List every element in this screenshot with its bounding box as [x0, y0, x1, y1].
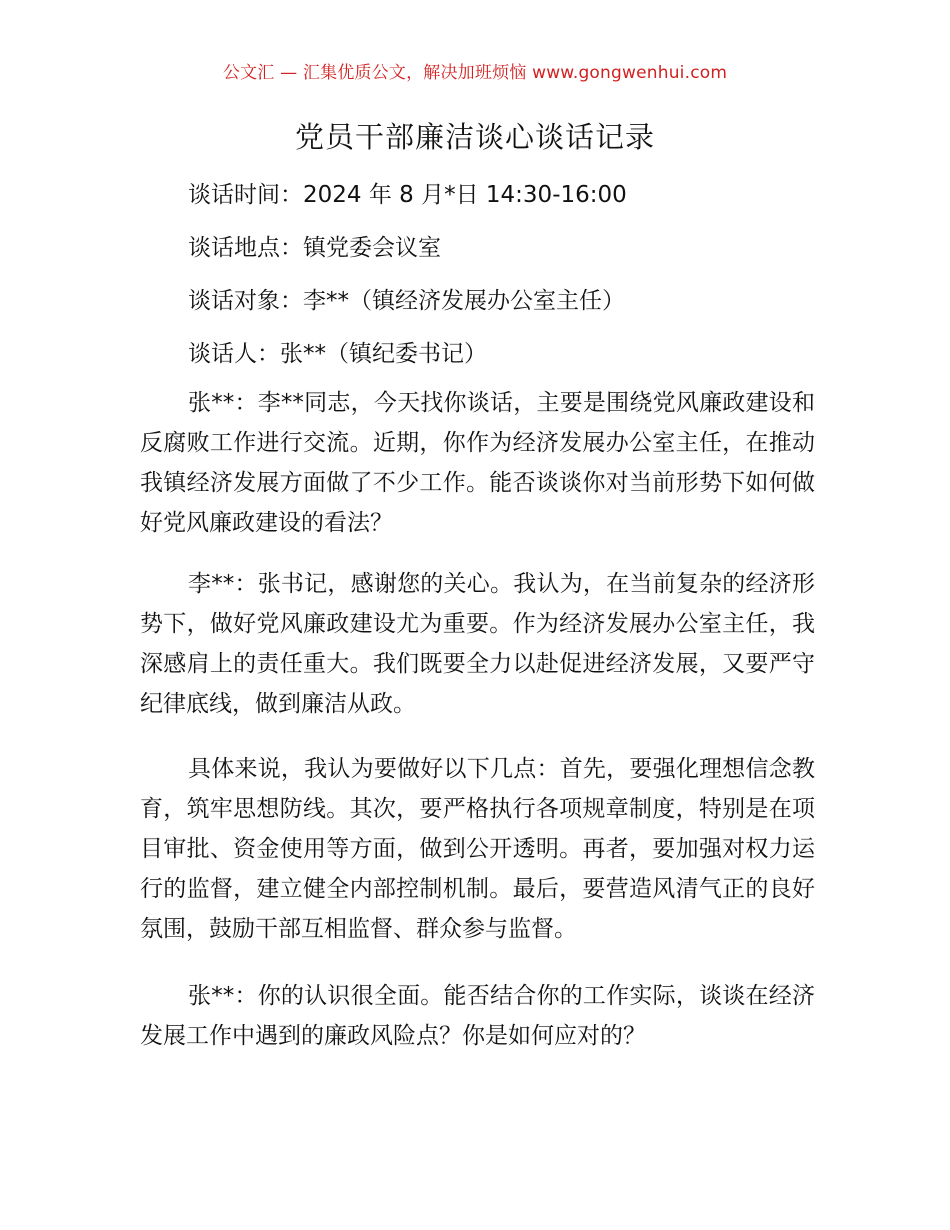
meeting-subject: 谈话对象：李**（镇经济发展办公室主任） [188, 288, 625, 314]
dialogue-paragraph-1: 张**：李**同志，今天找你谈话，主要是围绕党风廉政建设和反腐败工作进行交流。近期，你作为经济发展办公室主任，在推动我镇经济发展方面做了不少工作。能否谈谈你对当前形势下如何做好党风廉政建设的看法？ [140, 390, 815, 536]
meeting-time: 谈话时间：2024 年 8 月*日 14:30-16:00 [188, 182, 627, 208]
watermark-banner: 公文汇 — 汇集优质公文，解决加班烦恼 www.gongwenhui.com [222, 63, 728, 83]
meeting-place: 谈话地点：镇党委会议室 [188, 235, 441, 261]
dialogue-paragraph-2: 李**：张书记，感谢您的关心。我认为，在当前复杂的经济形势下，做好党风廉政建设尤为重要。作为经济发展办公室主任，我深感肩上的责任重大。我们既要全力以赴促进经济发展，又要严守纪律底线，做到廉洁从政。 [140, 571, 815, 717]
dialogue-paragraph-3: 具体来说，我认为要做好以下几点：首先，要强化理想信念教育，筑牢思想防线。其次，要严格执行各项规章制度，特别是在项目审批、资金使用等方面，做到公开透明。再者，要加强对权力运行的监督，建立健全内部控制机制。最后，要营造风清气正的良好氛围，鼓励干部互相监督、群众参与监督。 [140, 756, 815, 942]
page-title: 党员干部廉洁谈心谈话记录 [294, 120, 655, 154]
dialogue-paragraph-4: 张**：你的认识很全面。能否结合你的工作实际，谈谈在经济发展工作中遇到的廉政风险点？你是如何应对的？ [140, 983, 815, 1049]
meeting-interviewer: 谈话人：张**（镇纪委书记） [188, 341, 487, 367]
